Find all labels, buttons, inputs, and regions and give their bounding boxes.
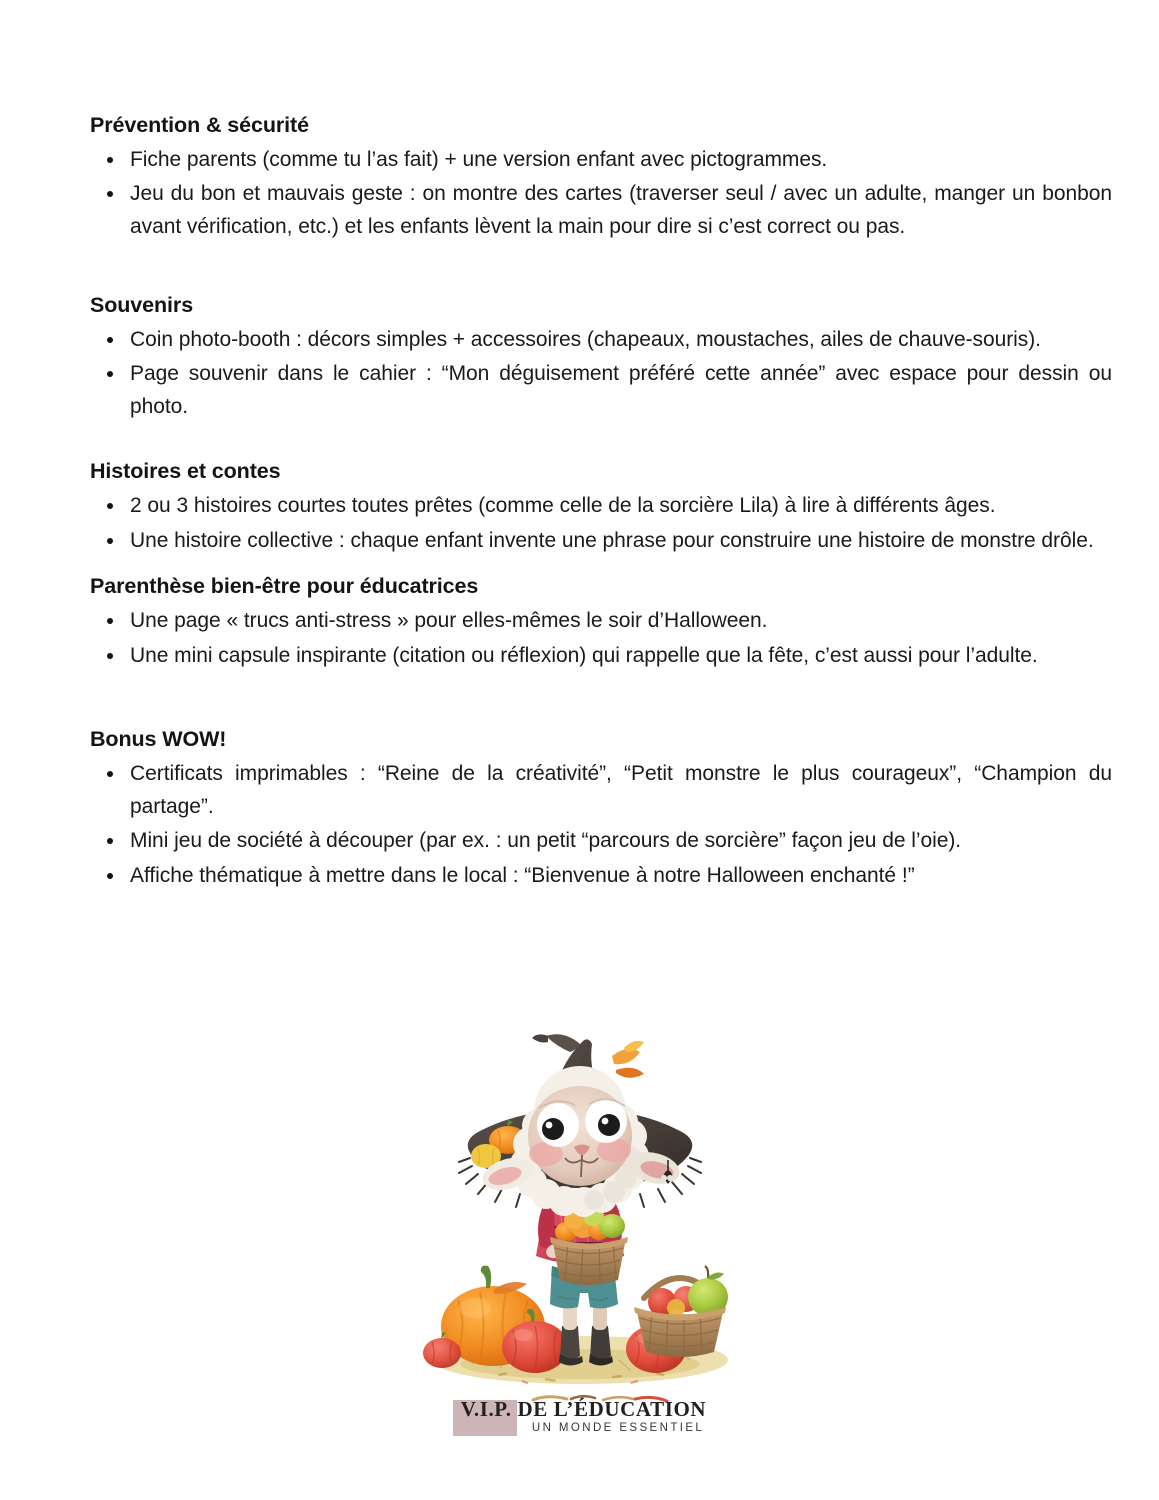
document-content xyxy=(90,112,1112,894)
section-bullet-list xyxy=(90,324,1112,424)
logo-sub-text: UN MONDE ESSENTIEL xyxy=(531,1422,705,1435)
list-item: Fiche parents (comme tu l’as fait) + une version enfant avec pictogrammes. xyxy=(90,144,1112,177)
vip-education-logo xyxy=(453,1398,706,1442)
list-item: Affiche thématique à mettre dans le local : “Bienvenue à notre Halloween enchanté !” xyxy=(90,860,1112,893)
section-spacer xyxy=(90,246,1112,292)
list-item: Jeu du bon et mauvais geste : on montre des cartes (traverser seul / avec un adulte, manger un bonbon avant vérification, etc.) et les enfants lèvent la main pour dire si c’est correct ou pas. xyxy=(90,178,1112,243)
section-spacer xyxy=(90,425,1112,458)
logo-container xyxy=(0,1398,1159,1442)
section-bullet-list xyxy=(90,490,1112,557)
section-prevention-securite xyxy=(90,112,1112,244)
sheep-head xyxy=(459,1034,701,1217)
list-item: Coin photo-booth : décors simples + accessoires (chapeaux, moustaches, ailes de chauve-souris). xyxy=(90,324,1112,357)
section-heading: Bonus WOW! xyxy=(90,727,227,752)
halloween-sheep-illustration xyxy=(380,1008,780,1408)
section-heading: Prévention & sécurité xyxy=(90,113,309,137)
logo-main-text: V.I.P. DE L’ÉDUCATION xyxy=(460,1397,707,1421)
section-parenthese-bien-etre xyxy=(90,573,1112,672)
list-item: Une histoire collective : chaque enfant invente une phrase pour construire une histoire de monstre drôle. xyxy=(90,525,1112,558)
section-souvenirs xyxy=(90,292,1112,424)
section-heading: Histoires et contes xyxy=(90,459,281,484)
list-item: 2 ou 3 histoires courtes toutes prêtes (comme celle de la sorcière Lila) à lire à différents âges. xyxy=(90,490,1112,523)
section-bullet-list xyxy=(90,758,1112,892)
section-heading: Souvenirs xyxy=(90,292,194,317)
section-histoires-et-contes xyxy=(90,458,1112,557)
logo-text-block xyxy=(453,1398,706,1435)
list-item: Certificats imprimables : “Reine de la créativité”, “Petit monstre le plus courageux”, “Champion du partage”. xyxy=(90,758,1112,823)
apple-basket-right xyxy=(634,1266,728,1357)
list-item: Mini jeu de société à découper (par ex. : un petit “parcours de sorcière” façon jeu de l’oie). xyxy=(90,825,1112,858)
section-spacer xyxy=(90,559,1112,573)
list-item: Une mini capsule inspirante (citation ou réflexion) qui rappelle que la fête, c’est aussi pour l’adulte. xyxy=(90,640,1112,673)
illustration-container xyxy=(0,1008,1159,1408)
list-item: Page souvenir dans le cahier : “Mon déguisement préféré cette année” avec espace pour dessin ou photo. xyxy=(90,358,1112,423)
list-item: Une page « trucs anti-stress » pour elles-mêmes le soir d’Halloween. xyxy=(90,605,1112,638)
section-bonus-wow xyxy=(90,726,1112,892)
section-bullet-list xyxy=(90,605,1112,672)
section-heading: Parenthèse bien-être pour éducatrices xyxy=(90,574,479,599)
section-spacer xyxy=(90,674,1112,726)
section-bullet-list xyxy=(90,144,1112,244)
